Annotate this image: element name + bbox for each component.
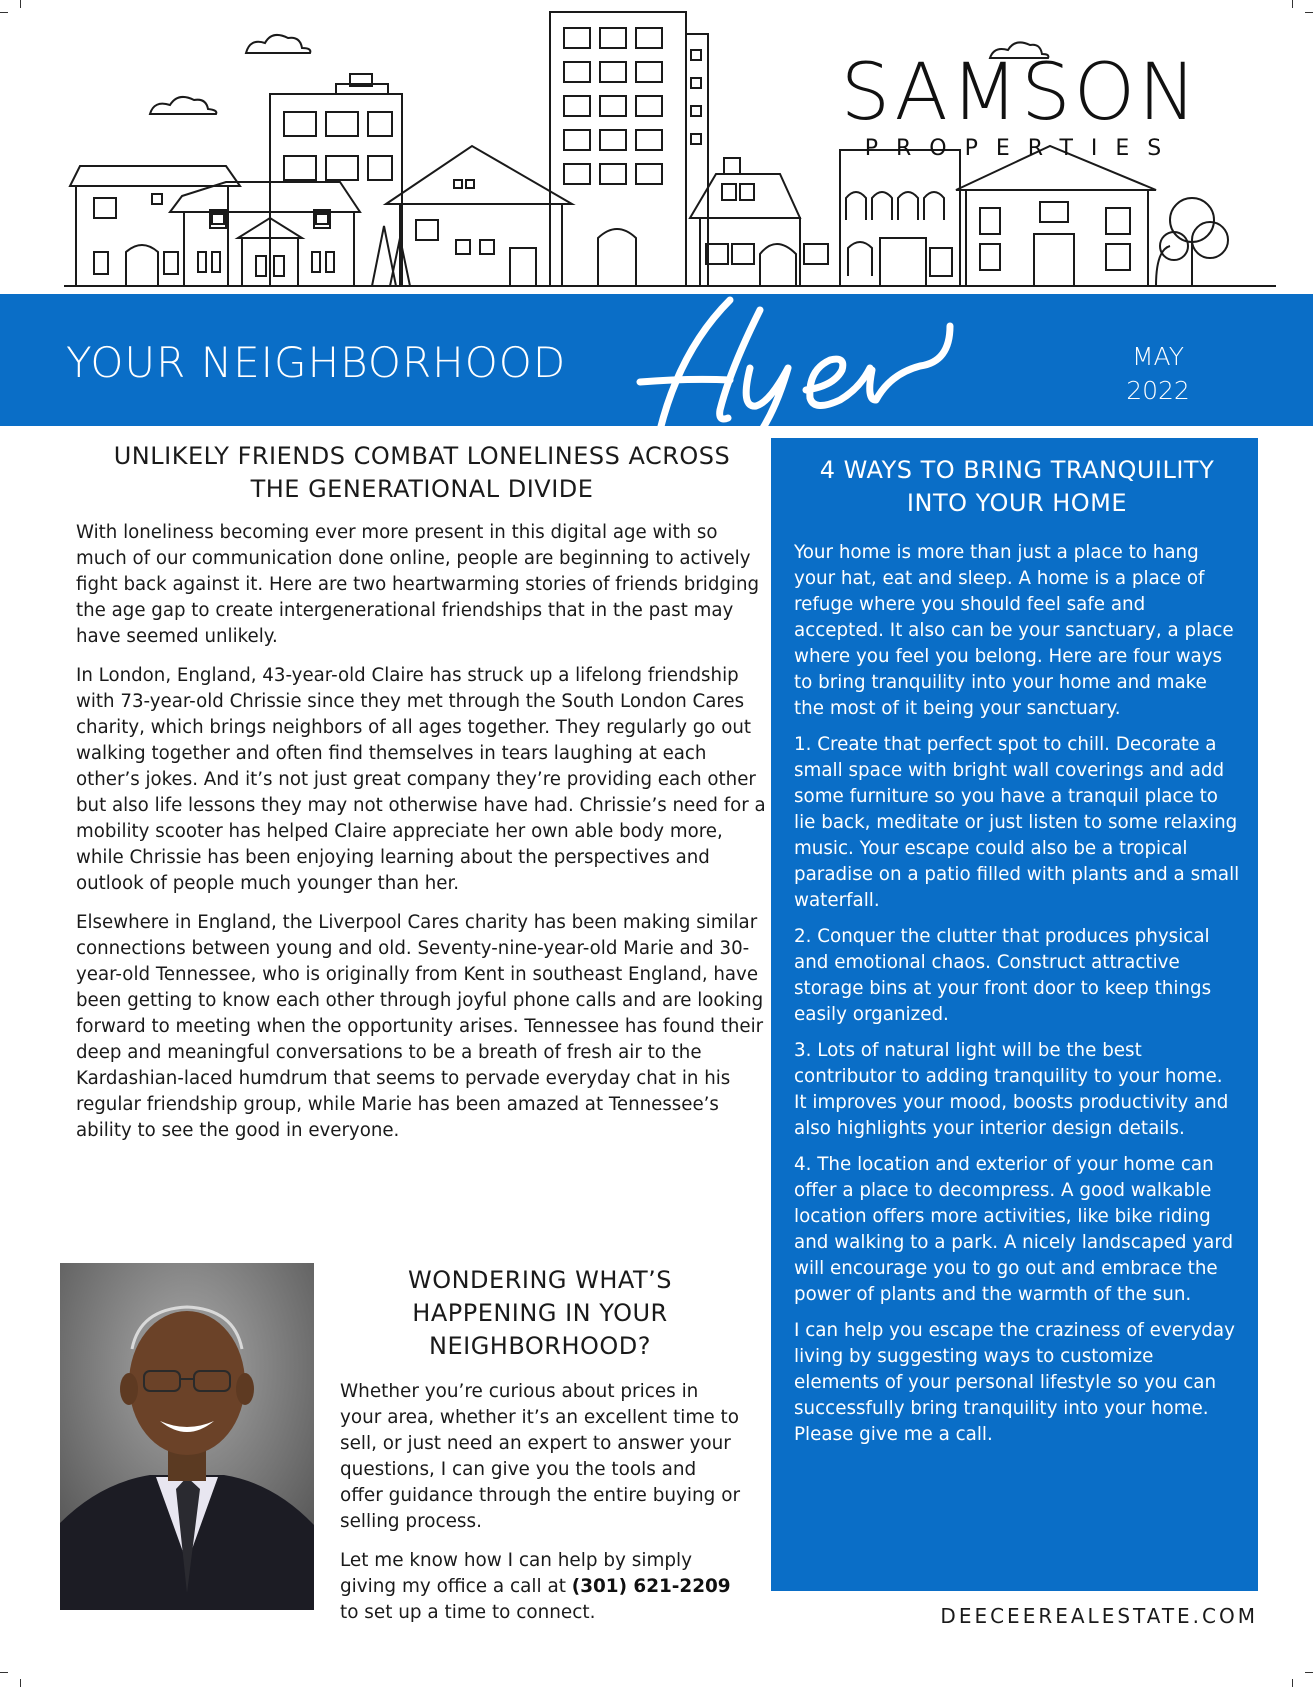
issue-month: MAY (1131, 342, 1184, 371)
banner-title: YOUR NEIGHBORHOOD (66, 338, 567, 387)
contact-paragraph-call (340, 1548, 740, 1626)
brand-name: SAMSON (840, 48, 1200, 138)
issue-date (1100, 340, 1216, 408)
crop-mark-bottom-right-v (1292, 1679, 1293, 1687)
crop-mark-bottom-left (0, 1672, 8, 1673)
tranquility-sidebar (771, 438, 1258, 1591)
flyer-script-logo (620, 290, 1020, 460)
main-article-paragraph: Elsewhere in England, the Liverpool Cares charity has been making similar connections between young and old. Seventy-nine-year-old Marie and 30-year-old Tennessee, who is originally from Kent in southeast England, have been getting to know each other through joyful phone calls and are looking forward to meeting when the opportunity arises. Tennessee has found their deep and meaningful conversations to be a breath of fresh air to the Kardashian-laced humdrum that seems to pervade everyday chat in his regular friendship group, while Marie has been amazed at Tennessee’s ability to see the good in everyone. (76, 912, 764, 1141)
agent-portrait-photo (60, 1263, 314, 1610)
sidebar-paragraph: 3. Lots of natural light will be the best contributor to adding tranquility to your home. It improves your mood, boosts productivity and also highlights your interior design details. (794, 1040, 1229, 1139)
crop-mark-bottom-right (1305, 1672, 1313, 1673)
contact-paragraph: Whether you’re curious about prices in your area, whether it’s an excellent time to sell, or just need an expert to answer your questions, I can give you the tools and offer guidance through the entire buying or selling process. (340, 1381, 741, 1532)
sidebar-paragraph: 2. Conquer the clutter that produces physical and emotional chaos. Construct attractive storage bins at your front door to keep things easily organized. (794, 926, 1212, 1025)
sidebar-paragraph: I can help you escape the craziness of everyday living by suggesting ways to customize elements of your personal lifestyle so you can successfully bring tranquility into your home. Please give me a call. (794, 1320, 1235, 1445)
main-article-paragraph: With loneliness becoming ever more present in this digital age with so much of our communication done online, people are beginning to actively fight back against it. Here are two heartwarming stories of friends bridging the age gap to create intergenerational friendships that in the past may have seemed unlikely. (76, 522, 760, 647)
brand-subtitle: PROPERTIES (864, 136, 1180, 161)
contact-title: WONDERING WHAT’S HAPPENING IN YOUR NEIGHBORHOOD? (407, 1266, 672, 1360)
crop-mark-top-right-v (1292, 0, 1293, 8)
sidebar-title: 4 WAYS TO BRING TRANQUILITY INTO YOUR HOME (819, 456, 1215, 517)
main-article (76, 440, 768, 1157)
main-article-title: UNLIKELY FRIENDS COMBAT LONELINESS ACROSS THE GENERATIONAL DIVIDE (113, 442, 731, 503)
crop-mark-top-left-v (20, 0, 21, 8)
crop-mark-bottom-left-v (20, 1679, 21, 1687)
call-text-after: to set up a time to connect. (340, 1602, 596, 1623)
phone-number-link[interactable]: (301) 621-2209 (571, 1576, 731, 1597)
crop-mark-top-left (0, 12, 8, 13)
sidebar-paragraph: 1. Create that perfect spot to chill. Decorate a small space with bright wall coverings and add some furniture so you have a tranquil place to lie back, meditate or just listen to some relaxing music. Your escape could also be a tropical paradise on a patio filled with plants and a small waterfall. (794, 734, 1240, 911)
sidebar-paragraph: Your home is more than just a place to hang your hat, eat and sleep. A home is a place of refuge where you should feel safe and accepted. It also can be your sanctuary, a place where you feel you belong. Here are four ways to bring tranquility into your home and make the most of it being your sanctuary. (794, 542, 1234, 719)
website-link[interactable]: DEECEEREALESTATE.COM (940, 1604, 1258, 1628)
sidebar-paragraph: 4. The location and exterior of your home can offer a place to decompress. A good walkable location offers more activities, like bike riding and walking to a park. A nicely landscaped yard will encourage you to go out and embrace the power of plants and the warmth of the sun. (794, 1154, 1234, 1305)
crop-mark-top-right (1305, 12, 1313, 13)
issue-year: 2022 (1126, 376, 1190, 405)
main-article-paragraph: In London, England, 43-year-old Claire has struck up a lifelong friendship with 73-year-old Chrissie since they met through the South London Cares charity, which brings neighbors of all ages together. They regularly go out walking together and often find themselves in tears laughing at each other’s jokes. And it’s not just great company they’re providing each other but also life lessons they may not otherwise have had. Chrissie’s need for a mobility scooter has helped Claire appreciate her own able body more, while Chrissie has been enjoying learning about the perspectives and outlook of people much younger than her. (76, 665, 766, 894)
contact-section (340, 1264, 740, 1639)
call-text-before: Let me know how I can help by simply giving my office a call at (340, 1550, 693, 1597)
